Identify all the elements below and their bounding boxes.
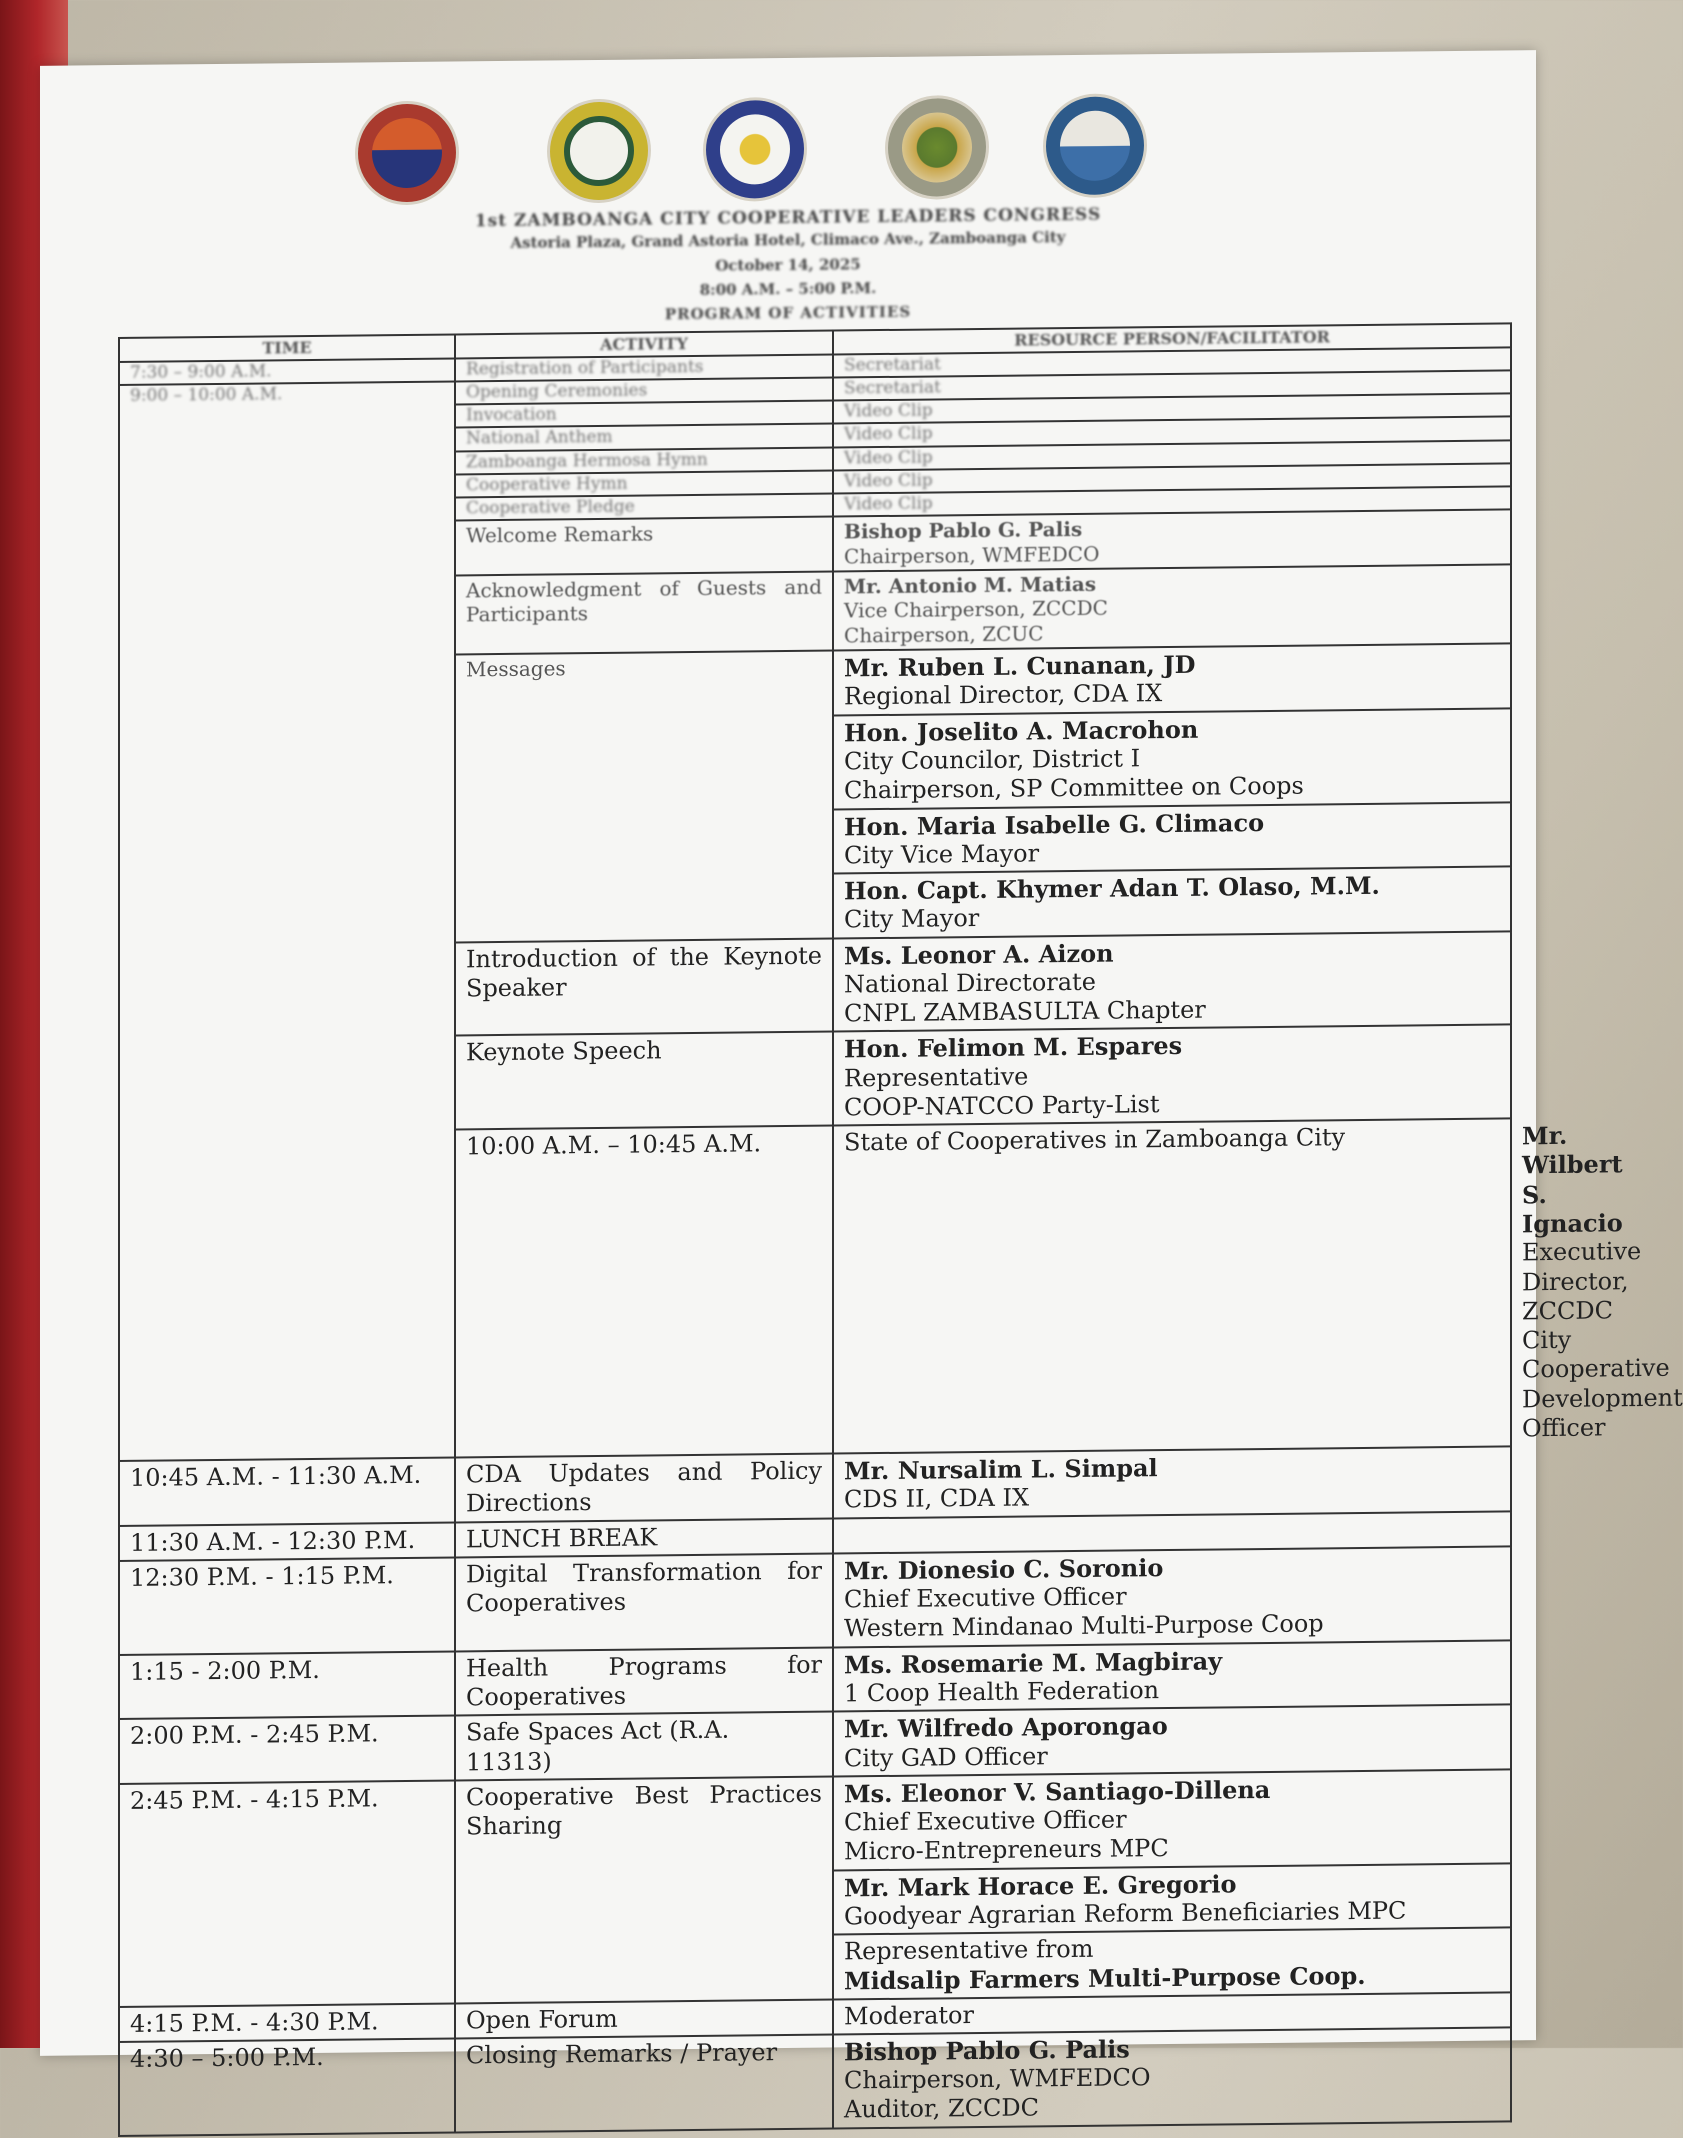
person-cell <box>833 1769 1511 1870</box>
person-cell <box>833 867 1511 939</box>
time-line: 8:00 A.M. – 5:00 P.M. <box>699 279 877 299</box>
time-cell: 12:30 P.M. - 1:15 P.M. <box>119 1557 455 1654</box>
activity-cell: Introduction of the Keynote Speaker <box>455 938 833 1036</box>
person-name: Ms. Rosemarie M. Magbiray <box>844 1646 1223 1680</box>
person-name: Hon. Capt. Khymer Adan T. Olaso, M.M. <box>844 870 1380 906</box>
activity-cell: Acknowledgment of Guests and Participants <box>455 572 833 655</box>
cooperative-seal-icon <box>888 98 986 197</box>
activity-cell: Welcome Remarks <box>455 517 833 576</box>
person-title: Chairperson, WMFEDCO <box>844 541 1100 569</box>
activity-cell: Keynote Speech <box>455 1032 833 1130</box>
government-seal-icon <box>550 101 648 200</box>
person-title: Goodyear Agrarian Reform Beneficiaries MPC <box>844 1896 1407 1931</box>
person-cell <box>833 2027 1511 2128</box>
congress-title: 1st ZAMBOANGA CITY COOPERATIVE LEADERS CONGRESS <box>474 204 1102 232</box>
person-name: Hon. Felimon M. Espares <box>844 1031 1183 1064</box>
program-table <box>118 322 1683 2136</box>
program-title: PROGRAM OF ACTIVITIES <box>664 302 912 324</box>
person-title: City GAD Officer <box>844 1741 1048 1772</box>
date-line: October 14, 2025 <box>715 255 861 275</box>
table-row: 10:00 A.M. – 10:45 A.M. State of Cooperatives in Zamboanga City Mr. Wilbert S. Ignacio Executive Director, ZCCDC City Cooperative Development Officer <box>119 1119 1511 1461</box>
person-name: Hon. Joselito A. Macrohon <box>844 714 1199 748</box>
activity-cell: Open Forum <box>455 1999 833 2038</box>
person-cell <box>833 1447 1511 1519</box>
person-name: Mr. Wilfredo Aporongao <box>844 1711 1168 1744</box>
person-cell: Video Clip <box>833 463 1511 493</box>
person-name: Mr. Nursalim L. Simpal <box>844 1453 1158 1486</box>
person-title: CNPL ZAMBASULTA Chapter <box>844 995 1206 1028</box>
zamboanga-city-seal-icon <box>358 103 456 202</box>
philippine-seal-icon <box>706 100 804 199</box>
program-sheet <box>40 50 1683 2124</box>
person-title: National Directorate <box>844 967 1096 999</box>
column-header-time: TIME <box>119 334 455 361</box>
person-name: Mr. Dionesio C. Soronio <box>844 1552 1164 1586</box>
activity-cell: Health Programs for Cooperatives <box>455 1647 833 1715</box>
person-cell <box>833 931 1511 1032</box>
person-name: Mr. Antonio M. Matias <box>844 571 1097 599</box>
person-name: Hon. Maria Isabelle G. Climaco <box>844 807 1265 841</box>
person-name: Ms. Eleonor V. Santiago-Dillena <box>844 1774 1271 1809</box>
person-title: City Mayor <box>844 904 980 934</box>
venue-line: Astoria Plaza, Grand Astoria Hotel, Climaco Ave., Zamboanga City <box>510 228 1066 252</box>
person-title: Chairperson, WMFEDCO <box>844 2063 1151 2095</box>
time-cell: 10:00 A.M. – 10:45 A.M. <box>455 1126 833 1458</box>
activity-cell: LUNCH BREAK <box>455 1518 833 1557</box>
time-cell: 4:30 – 5:00 P.M. <box>119 2038 455 2135</box>
column-header-person: RESOURCE PERSON/FACILITATOR <box>833 323 1511 354</box>
person-name: Midsalip Farmers Multi-Purpose Coop. <box>844 1961 1366 1996</box>
activity-cell: Cooperative Pledge <box>455 494 833 521</box>
person-title: Representative from <box>844 1934 1094 1966</box>
person-title: City Councilor, District I <box>844 744 1141 776</box>
person-title: Chairperson, ZCUC <box>844 621 1044 648</box>
time-cell: 9:00 – 10:00 A.M. <box>119 381 455 1461</box>
cda-seal-icon <box>1046 96 1144 195</box>
person-cell <box>833 1025 1511 1126</box>
time-cell: 10:45 A.M. - 11:30 A.M. <box>119 1458 455 1526</box>
person-cell <box>833 1546 1511 1647</box>
person-cell <box>833 1705 1511 1777</box>
person-name: Bishop Pablo G. Palis <box>844 2034 1130 2067</box>
table-row <box>119 2027 1511 2135</box>
person-title: Western Mindanao Multi-Purpose Coop <box>844 1609 1324 1643</box>
time-cell: 11:30 A.M. - 12:30 P.M. <box>119 1522 455 1561</box>
activity-cell: Cooperative Best Practices Sharing <box>455 1776 833 2003</box>
activity-cell: Registration of Participants <box>455 354 833 381</box>
activity-cell: State of Cooperatives in Zamboanga City <box>833 1119 1511 1454</box>
activity-cell: Opening Ceremonies <box>455 377 833 404</box>
activity-cell: Closing Remarks / Prayer <box>455 2034 833 2132</box>
person-title: City Vice Mayor <box>844 839 1040 870</box>
activity-cell: Digital Transformation for Cooperatives <box>455 1553 833 1651</box>
activity-cell: National Anthem <box>455 424 833 451</box>
person-title: CDS II, CDA IX <box>844 1483 1030 1514</box>
person-cell <box>833 1928 1511 2000</box>
time-cell: 4:15 P.M. - 4:30 P.M. <box>119 2003 455 2042</box>
person-name: Mr. Ruben L. Cunanan, JD <box>844 649 1196 683</box>
activity-cell: Invocation <box>455 401 833 428</box>
person-title: Auditor, ZCCDC <box>844 2093 1040 2124</box>
activity-cell: Safe Spaces Act (R.A. 11313) <box>455 1712 833 1780</box>
person-title: 1 Coop Health Federation <box>844 1676 1160 1708</box>
person-cell <box>833 708 1511 809</box>
person-title: Chief Executive Officer <box>844 1805 1127 1837</box>
person-cell <box>833 802 1511 874</box>
time-cell: 1:15 - 2:00 P.M. <box>119 1651 455 1719</box>
person-cell <box>833 510 1511 572</box>
time-cell: 7:30 – 9:00 A.M. <box>119 358 455 385</box>
activity-cell: Zamboanga Hermosa Hymn <box>455 447 833 474</box>
table-row <box>119 1769 1511 1877</box>
activity-cell: CDA Updates and Policy Directions <box>455 1454 833 1522</box>
logo-row <box>40 92 1536 218</box>
person-title: Chief Executive Officer <box>844 1582 1127 1614</box>
person-title: Chairperson, SP Committee on Coops <box>844 771 1304 805</box>
person-title: Representative <box>844 1062 1029 1093</box>
person-cell: Video Clip <box>833 417 1511 447</box>
person-title: Micro-Entrepreneurs MPC <box>844 1834 1169 1866</box>
person-cell: Secretariat <box>833 370 1511 400</box>
person-cell: Video Clip <box>833 440 1511 470</box>
time-cell: 2:45 P.M. - 4:15 P.M. <box>119 1780 455 2006</box>
person-cell: Video Clip <box>833 393 1511 423</box>
person-cell: Video Clip <box>833 486 1511 516</box>
person-cell: Secretariat <box>833 347 1511 377</box>
activity-cell: Messages <box>455 651 833 942</box>
activity-cell: Cooperative Hymn <box>455 470 833 497</box>
person-name: Bishop Pablo G. Palis <box>844 517 1083 544</box>
person-cell: Moderator <box>833 1992 1511 2034</box>
person-title: COOP-NATCCO Party-List <box>844 1090 1160 1122</box>
person-title: Vice Chairperson, ZCCDC <box>844 596 1108 623</box>
column-header-activity: ACTIVITY <box>455 331 833 358</box>
person-name: Mr. Mark Horace E. Gregorio <box>844 1868 1237 1902</box>
person-cell <box>833 564 1511 650</box>
time-cell: 2:00 P.M. - 2:45 P.M. <box>119 1716 455 1784</box>
person-cell <box>833 1863 1511 1935</box>
person-cell <box>833 1640 1511 1712</box>
person-title: Regional Director, CDA IX <box>844 679 1163 711</box>
person-cell <box>833 644 1511 716</box>
table-row <box>119 1546 1511 1654</box>
person-name: Ms. Leonor A. Aizon <box>844 938 1114 971</box>
